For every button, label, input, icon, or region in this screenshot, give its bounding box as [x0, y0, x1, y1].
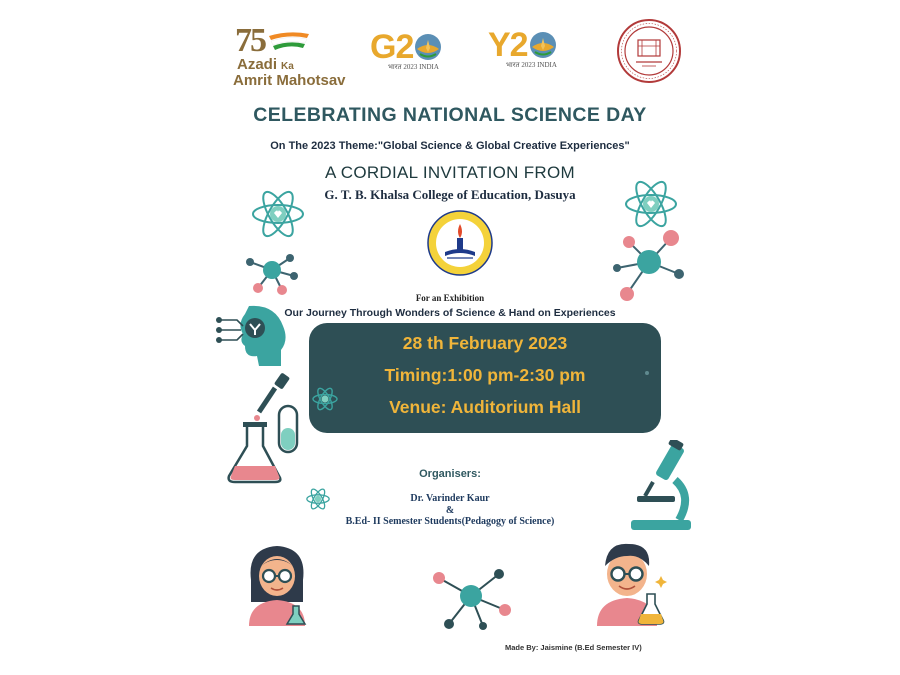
event-venue: Venue: Auditorium Hall	[389, 397, 581, 417]
atom-icon	[305, 486, 331, 512]
scientist-girl-icon	[237, 540, 317, 626]
lotus-globe-icon	[528, 30, 558, 60]
invitation-poster	[205, 0, 695, 675]
lotus-globe-icon	[413, 32, 443, 62]
organiser-name: Dr. Varinder Kaur	[410, 493, 490, 504]
atom-icon	[311, 385, 339, 413]
event-details-banner	[309, 323, 661, 433]
theme-text: On The 2023 Theme:"Global Science & Global Creative Experiences"	[270, 140, 630, 152]
brain-circuit-icon	[215, 300, 293, 370]
event-timing: Timing:1:00 pm-2:30 pm	[384, 365, 586, 385]
molecule-icon	[240, 240, 300, 300]
scientist-boy-icon	[587, 536, 671, 626]
invitation-heading: A CORDIAL INVITATION FROM	[325, 163, 575, 182]
y20-logo: Y2 भारत 2023 INDIA	[488, 26, 557, 69]
event-date: 28 th February 2023	[402, 333, 568, 353]
exhibition-title: Our Journey Through Wonders of Science & Hand on Experiences	[284, 307, 616, 319]
college-name: G. T. B. Khalsa College of Education, Dasuya	[324, 187, 576, 202]
g20-logo: G2 भारत 2023 INDIA	[370, 28, 480, 83]
organisers-label: Organisers:	[419, 468, 481, 480]
atom-icon	[250, 186, 306, 242]
organiser-ampersand: &	[445, 505, 455, 516]
decorative-dot	[645, 371, 649, 375]
credit-line: Made By: Jaismine (B.Ed Semester IV)	[505, 643, 642, 652]
main-heading: CELEBRATING NATIONAL SCIENCE DAY	[253, 104, 647, 126]
university-seal-icon	[616, 18, 682, 84]
microscope-icon	[623, 440, 695, 532]
exhibition-intro: For an Exhibition	[415, 293, 485, 303]
azadi-logo-number: 75	[235, 22, 265, 59]
dropper-flask-icon	[223, 370, 305, 486]
molecule-icon	[609, 222, 689, 302]
molecule-icon	[425, 560, 515, 632]
azadi-logo-text: Azadi Ka Amrit Mahotsav	[233, 56, 346, 89]
tricolor-flag-icon	[267, 30, 311, 52]
college-emblem-icon	[425, 206, 495, 280]
organiser-students: B.Ed- II Semester Students(Pedagogy of Science)	[345, 516, 555, 527]
